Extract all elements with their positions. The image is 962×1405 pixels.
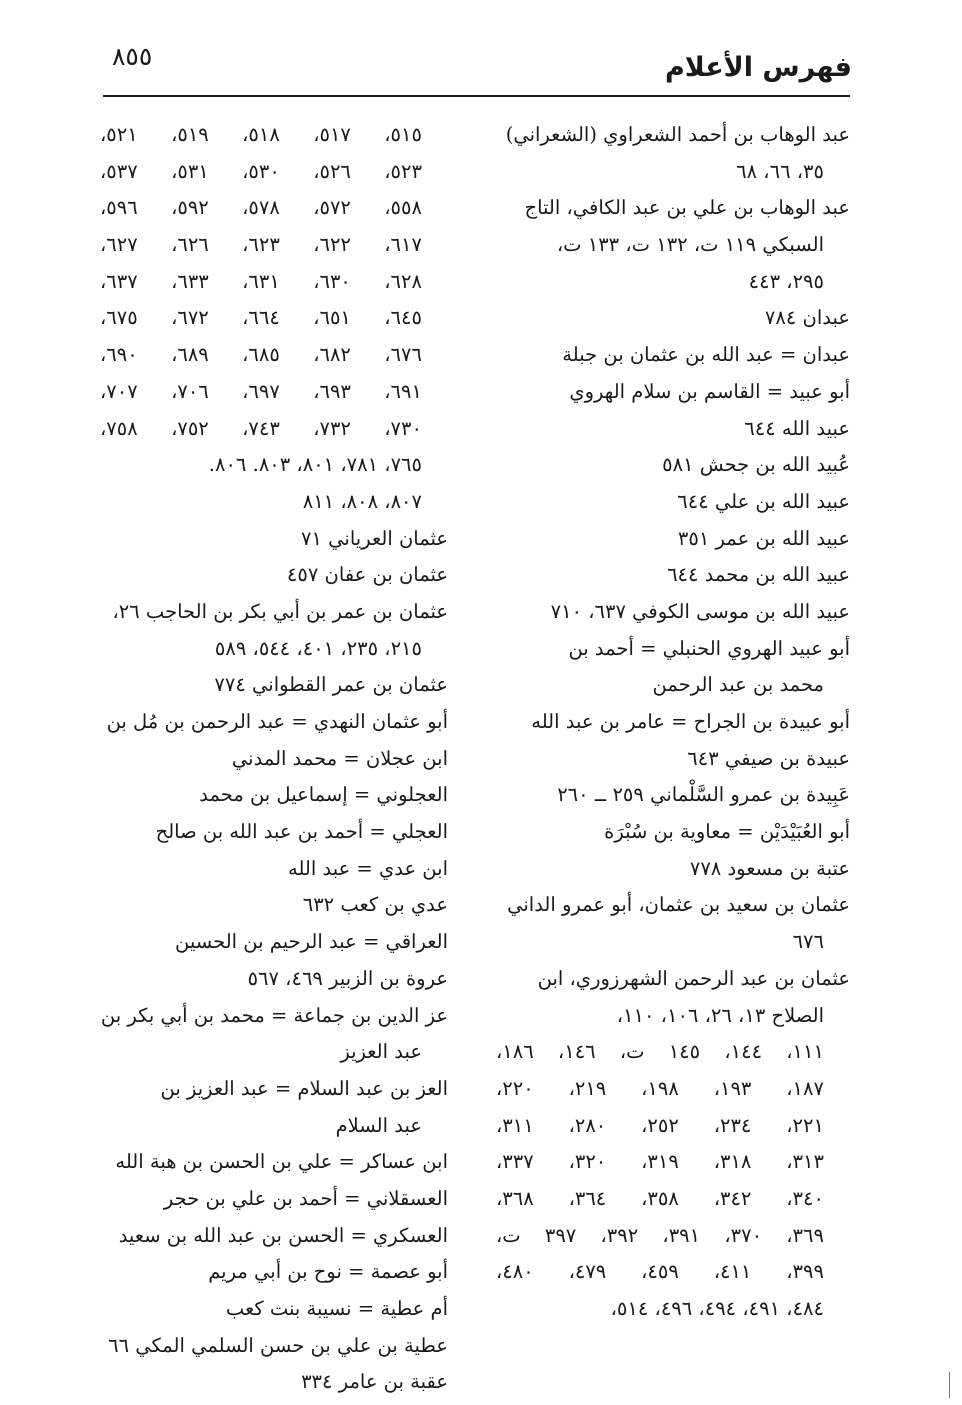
index-entry-line: ٧٦٥، ٧٨١، ٨٠١، ٨٠٣. ٨٠٦. xyxy=(208,453,422,477)
index-entry-line: العجلوني = إسماعيل بن محمد xyxy=(199,783,448,807)
index-entry-line: عتبة بن مسعود ٧٧٨ xyxy=(689,856,850,880)
index-entry-line: عدي بن كعب ٦٣٢ xyxy=(302,893,448,917)
index-entry-line: عبيد الله ٦٤٤ xyxy=(744,416,850,440)
index-entry-line: ٧٣٠، ٧٣٢، ٧٤٣، ٧٥٢، ٧٥٨، xyxy=(100,416,422,440)
page-number: ٨٥٥ xyxy=(112,42,153,71)
index-column-left xyxy=(100,117,448,1401)
index-entry-line: عبد السلام xyxy=(335,1113,422,1137)
index-entry-line: ١١١، ١٤٤، ١٤٥ ت، ١٤٦، ١٨٦، xyxy=(496,1040,824,1064)
index-entry-line: ٢٩٥، ٤٤٣ xyxy=(748,269,824,293)
index-entry-line: السبكي ١١٩ ت، ١٣٢ ت، ١٣٣ ت، xyxy=(556,233,824,257)
index-entry-line: ٨٠٧، ٨٠٨، ٨١١ xyxy=(302,489,422,513)
index-column-right xyxy=(496,117,850,1328)
index-entry-line: أبو عبيد = القاسم بن سلام الهروي xyxy=(569,379,850,403)
header-rule xyxy=(103,95,850,97)
index-entry-line: ٦٢٨، ٦٣٠، ٦٣١، ٦٣٣، ٦٣٧، xyxy=(100,269,422,293)
index-entry-line: ابن عساكر = علي بن الحسن بن هبة الله xyxy=(115,1150,448,1174)
index-entry-line: ٥١٥، ٥١٧، ٥١٨، ٥١٩، ٥٢١، xyxy=(100,123,422,146)
index-entry-line: ٤٨٤، ٤٩١، ٤٩٤، ٤٩٦، ٥١٤، xyxy=(610,1297,824,1320)
index-entry-line: ٣٩٩، ٤١١، ٤٥٩، ٤٧٩، ٤٨٠، xyxy=(496,1260,824,1284)
index-entry-line: ٥٢٣، ٥٢٦، ٥٣٠، ٥٣١، ٥٣٧، xyxy=(100,159,422,183)
index-entry-line: ٣٦٩، ٣٧٠، ٣٩١، ٣٩٢، ٣٩٧ ت، xyxy=(496,1223,824,1247)
index-entry-line: عثمان العرياني ٧١ xyxy=(301,526,448,550)
index-entry-line: محمد بن عبد الرحمن xyxy=(652,673,824,697)
index-entry-line: عثمان بن عمر القطواني ٧٧٤ xyxy=(214,673,448,697)
index-entry-line: ٦٧٦، ٦٨٢، ٦٨٥، ٦٨٩، ٦٩٠، xyxy=(100,343,422,367)
index-entry-line: ٢٢١، ٢٣٤، ٢٥٢، ٢٨٠، ٣١١، xyxy=(496,1113,824,1137)
index-entry-line: ١٨٧، ١٩٣، ١٩٨، ٢١٩، ٢٢٠، xyxy=(496,1076,824,1100)
index-entry-line: عَبِيدة بن عمرو السَّلْماني ٢٥٩ ــ ٢٦٠ xyxy=(557,783,850,807)
running-title: فهرس الأعلام xyxy=(664,52,852,83)
index-entry-line: أبو عثمان النهدي = عبد الرحمن بن مُل بن xyxy=(106,710,448,733)
index-entry-line: عبيد الله بن موسى الكوفي ٦٣٧، ٧١٠ xyxy=(550,599,850,623)
index-entry-line: ٣٤٠، ٣٤٢، ٣٥٨، ٣٦٤، ٣٦٨، xyxy=(496,1186,824,1210)
index-entry-line: العسقلاني = أحمد بن علي بن حجر xyxy=(163,1186,448,1210)
index-entry-line: عثمان بن عمر بن أبي بكر بن الحاجب ٢٦، xyxy=(112,599,448,623)
index-entry-line: أم عطية = نسيبة بنت كعب xyxy=(225,1297,448,1320)
index-entry-line: العسكري = الحسن بن عبد الله بن سعيد xyxy=(118,1223,448,1247)
index-entry-line: عبد العزيز xyxy=(340,1040,422,1064)
index-entry-line: العراقي = عبد الرحيم بن الحسين xyxy=(175,930,448,954)
index-entry-line: الصلاح ١٣، ٢٦، ١٠٦، ١١٠، xyxy=(616,1003,824,1027)
index-entry-line: ٦٩١، ٦٩٣، ٦٩٧، ٧٠٦، ٧٠٧، xyxy=(100,379,422,403)
index-entry-line: عبيد الله بن محمد ٦٤٤ xyxy=(667,563,850,587)
index-entry-line: العجلي = أحمد بن عبد الله بن صالح xyxy=(155,820,448,844)
index-entry-line: عثمان بن عبد الرحمن الشهرزوري، ابن xyxy=(537,966,850,990)
index-entry-line: عبيدة بن صيفي ٦٤٣ xyxy=(687,746,850,770)
index-entry-line: العز بن عبد السلام = عبد العزيز بن xyxy=(160,1076,448,1100)
index-entry-line: ٦٤٥، ٦٥١، ٦٦٤، ٦٧٢، ٦٧٥، xyxy=(100,306,422,330)
index-entry-line: عثمان بن سعيد بن عثمان، أبو عمرو الداني xyxy=(507,893,850,917)
index-entry-line: عبدان ٧٨٤ xyxy=(764,306,850,330)
index-entry-line: عبيد الله بن عمر ٣٥١ xyxy=(677,526,850,550)
index-entry-line: عبيد الله بن علي ٦٤٤ xyxy=(677,489,850,513)
index-entry-line: أبو عبيدة بن الجراح = عامر بن عبد الله xyxy=(531,710,850,733)
index-entry-line: عروة بن الزبير ٤٦٩، ٥٦٧ xyxy=(247,966,448,990)
index-entry-line: ٥٥٨، ٥٧٢، ٥٧٨، ٥٩٢، ٥٩٦، xyxy=(100,196,422,220)
index-entry-line: أبو العُبَيْدَيْن = معاوية بن سُبْرَة xyxy=(604,820,850,844)
index-entry-line: عُبيد الله بن جحش ٥٨١ xyxy=(662,453,850,477)
index-entry-line: ٦٧٦ xyxy=(792,930,824,954)
index-entry-line: أبو عبيد الهروي الحنبلي = أحمد بن xyxy=(568,636,850,660)
index-entry-line: ٣١٣، ٣١٨، ٣١٩، ٣٢٠، ٣٣٧، xyxy=(496,1150,824,1174)
index-entry-line: عطية بن علي بن حسن السلمي المكي ٦٦ xyxy=(108,1333,448,1357)
index-entry-line: ابن عجلان = محمد المدني xyxy=(231,746,448,770)
index-entry-line: عز الدين بن جماعة = محمد بن أبي بكر بن xyxy=(100,1003,448,1027)
index-entry-line: عثمان بن عفان ٤٥٧ xyxy=(286,563,448,587)
index-entry-line: أبو عصمة = نوح بن أبي مريم xyxy=(208,1260,448,1284)
index-entry-line: عقبة بن عامر ٣٣٤ xyxy=(301,1370,448,1394)
index-entry-line: ٦١٧، ٦٢٢، ٦٢٣، ٦٢٦، ٦٢٧، xyxy=(100,233,422,257)
index-entry-line: عبدان = عبد الله بن عثمان بن جبلة xyxy=(562,343,850,367)
index-entry-line: ٣٥، ٦٦، ٦٨ xyxy=(736,159,824,183)
scan-edge-mark xyxy=(949,1372,950,1398)
index-entry-line: عبد الوهاب بن علي بن عبد الكافي، التاج xyxy=(524,196,850,220)
index-entry-line: ابن عدي = عبد الله xyxy=(288,856,448,880)
index-entry-line: عبد الوهاب بن أحمد الشعراوي (الشعراني) xyxy=(505,123,850,146)
index-entry-line: ٢١٥، ٢٣٥، ٤٠١، ٥٤٤، ٥٨٩ xyxy=(214,636,422,660)
